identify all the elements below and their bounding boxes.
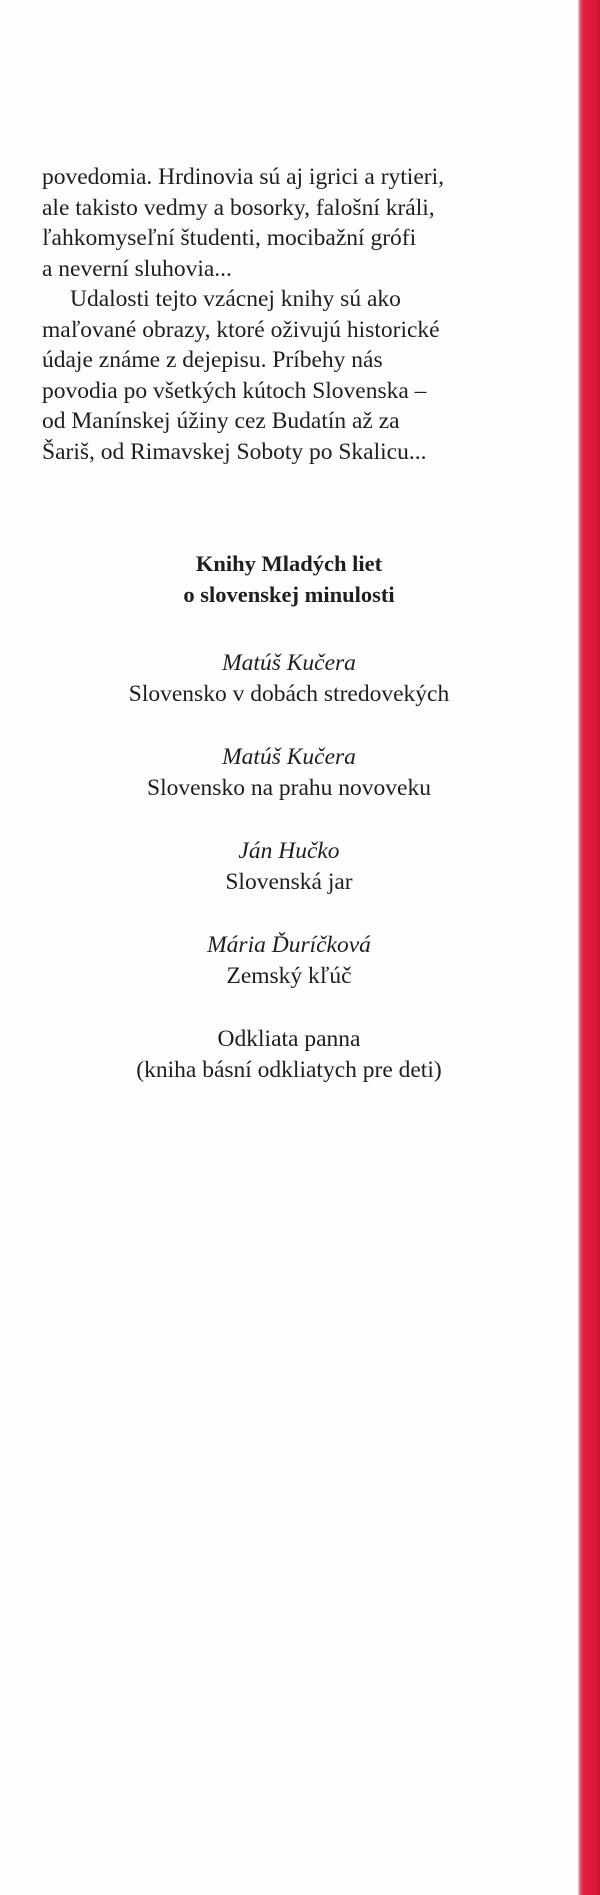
book-author: Matúš Kučera (222, 744, 356, 770)
book-series-list (0, 548, 578, 1118)
book-author: Ján Hučko (238, 838, 340, 864)
text-line: Udalosti tejto vzácnej knihy sú ako (70, 286, 401, 312)
text-line: od Manínskej úžiny cez Budatín až za (42, 408, 400, 434)
text-line: a neverní sluhovia... (42, 255, 232, 282)
text-line: maľované obrazy, ktoré oživujú historické (42, 316, 440, 343)
series-heading-line: Knihy Mladých liet (195, 551, 383, 576)
book-author: Mária Ďuríčková (207, 932, 371, 958)
book-title: Slovenská jar (225, 869, 353, 895)
blurb-paragraph-2 (42, 284, 562, 467)
book-title: Slovensko v dobách stredovekých (128, 681, 450, 707)
text-line: ale takisto vedmy a bosorky, falošní králi, (42, 194, 435, 221)
book-subtitle: (kniha básní odkliatych pre deti) (136, 1057, 442, 1083)
book-entry (0, 930, 578, 992)
book-title: Odkliata panna (217, 1026, 361, 1052)
text-line: povodia po všetkých kútoch Slovenska – (42, 377, 427, 404)
series-heading-line: o slovenskej minulosti (183, 582, 395, 607)
text-line: údaje známe z dejepisu. Príbehy nás (42, 347, 383, 373)
book-author: Matúš Kučera (222, 650, 356, 676)
blurb-paragraph-1 (42, 162, 562, 284)
blurb-text (42, 162, 562, 467)
series-heading (0, 548, 578, 610)
book-entry (0, 648, 578, 710)
book-title: Zemský kľúč (226, 963, 352, 989)
book-entry (0, 1024, 578, 1086)
text-line: ľahkomyseľní študenti, mocibažní grófi (42, 225, 417, 251)
book-entry (0, 742, 578, 804)
text-line: povedomia. Hrdinovia sú aj igrici a rytieri, (42, 164, 445, 190)
book-title: Slovensko na prahu novoveku (147, 775, 431, 801)
text-line: Šariš, od Rimavskej Soboty po Skalicu... (42, 438, 427, 465)
book-entry (0, 836, 578, 898)
red-spine-edge (578, 0, 600, 1895)
